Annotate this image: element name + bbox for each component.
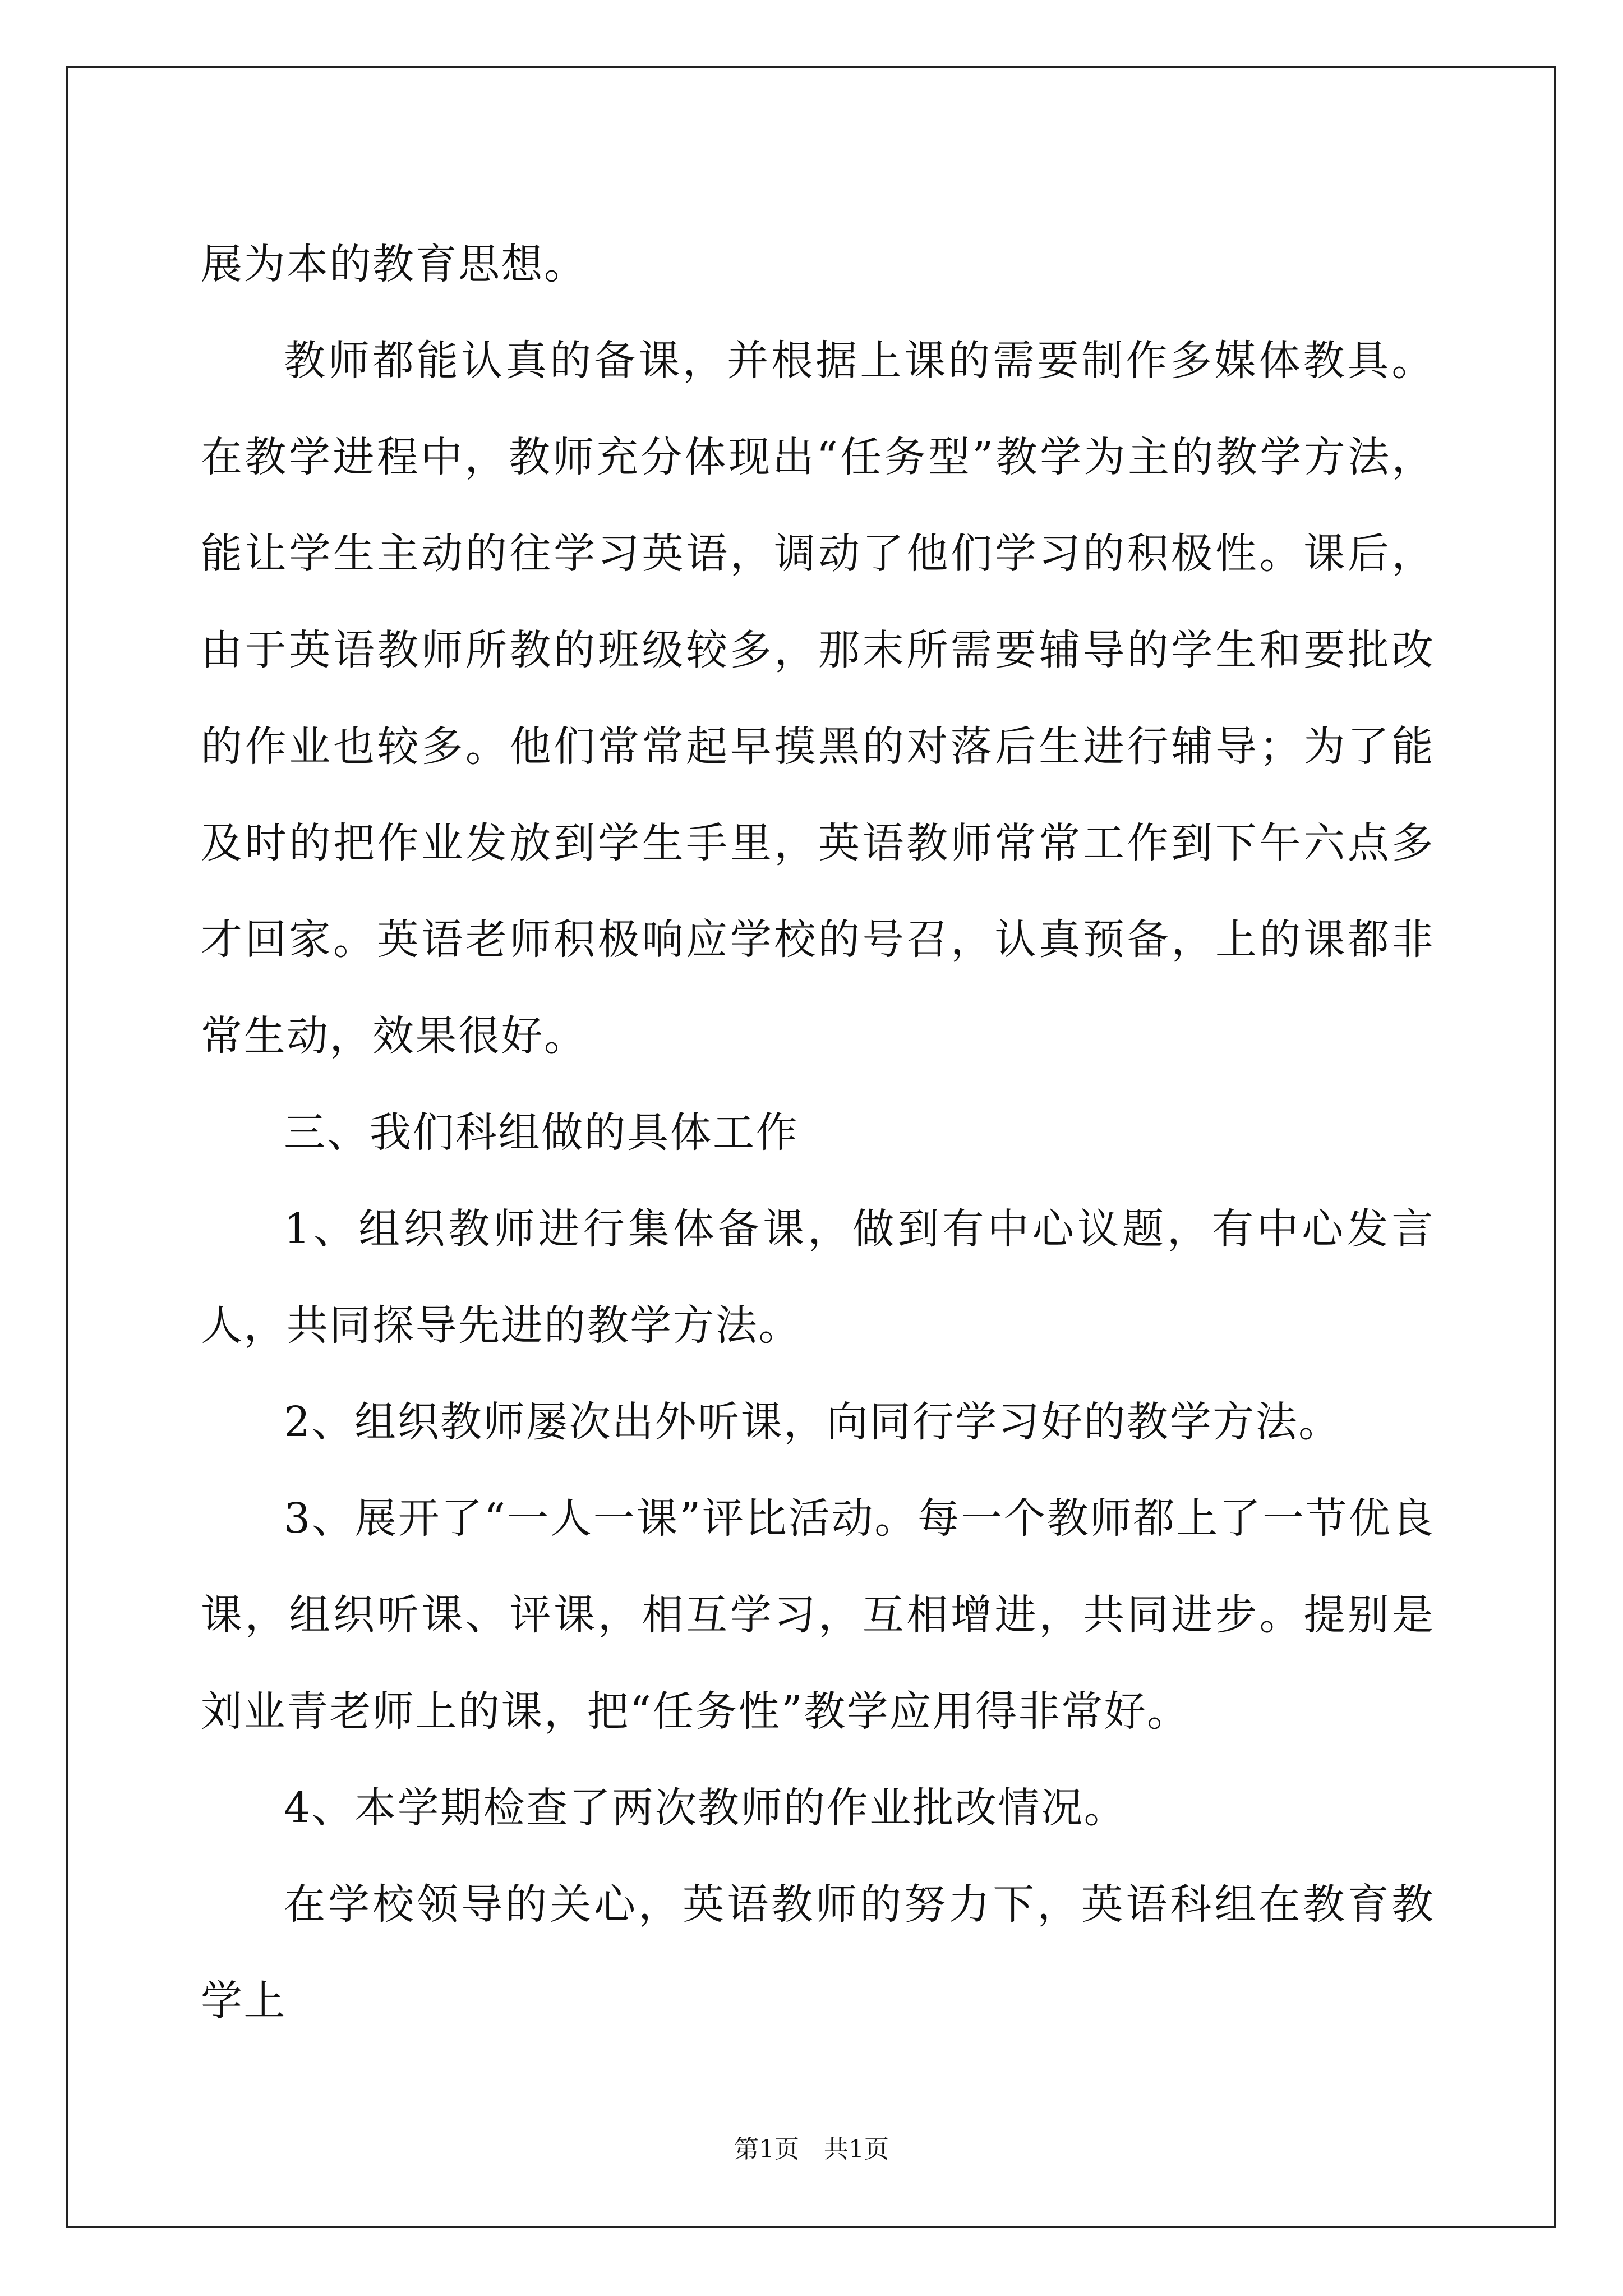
- page-footer: [0, 2133, 1623, 2166]
- list-item: 3、展开了“一人一课”评比活动。每一个教师都上了一节优良课，组织听课、评课，相互学习，互相增进，共同进步。提别是刘业青老师上的课，把“任务性”教学应用得非常好。: [201, 1494, 1435, 1736]
- page-number: 第1页: [734, 2135, 799, 2164]
- document-body: [201, 216, 1435, 2049]
- list-item: 2、组织教师屡次出外听课，向同行学习好的教学方法。: [284, 1398, 1341, 1446]
- paragraph: 在学校领导的关心，英语教师的努力下，英语科组在教育教学上: [201, 1880, 1435, 2025]
- paragraph: 展为本的教育思想。: [201, 240, 587, 288]
- section-heading: 三、我们科组做的具体工作: [284, 1108, 799, 1157]
- paragraph: 教师都能认真的备课，并根据上课的需要制作多媒体教具。在教学进程中，教师充分体现出“任务型”教学为主的教学方法，能让学生主动的往学习英语，调动了他们学习的积极性。课后，由于英语教师所教的班级较多，那末所需要辅导的学生和要批改的作业也较多。他们常常起早摸黑的对落后生进行辅导；为了能及时的把作业发放到学生手里，英语教师常常工作到下午六点多才回家。英语老师积极响应学校的号召，认真预备，上的课都非常生动，效果很好。: [201, 337, 1435, 1060]
- page-total: 共1页: [824, 2135, 889, 2164]
- list-item: 1、组织教师进行集体备课，做到有中心议题，有中心发言人，共同探导先进的教学方法。: [201, 1205, 1435, 1350]
- list-item: 4、本学期检查了两次教师的作业批改情况。: [284, 1784, 1127, 1832]
